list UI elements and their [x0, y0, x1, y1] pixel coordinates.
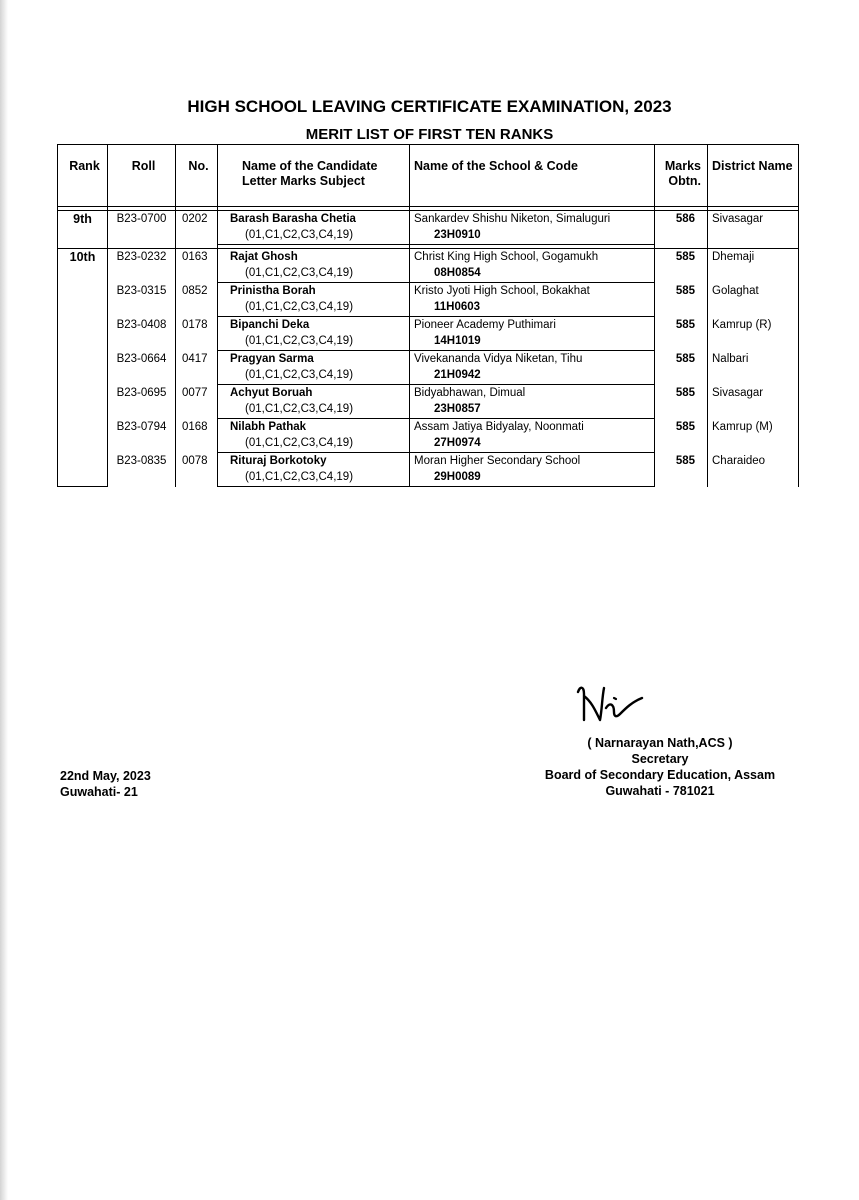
cell-no: 0417	[176, 351, 218, 385]
cell-district: Kamrup (R)	[708, 317, 799, 351]
cell-subjects: (01,C1,C2,C3,C4,19)	[218, 300, 410, 317]
table-row	[58, 419, 799, 437]
document-subtitle: MERIT LIST OF FIRST TEN RANKS	[305, 126, 554, 143]
cell-subjects: (01,C1,C2,C3,C4,19)	[218, 436, 410, 453]
merit-list-table	[57, 144, 799, 487]
issue-place: Guwahati- 21	[60, 785, 138, 799]
cell-candidate-name: Rajat Ghosh	[218, 249, 410, 267]
page-edge-shadow	[0, 0, 8, 1200]
header-marks-line1: Marks	[664, 159, 701, 173]
signatory-designation: Secretary	[631, 752, 689, 766]
header-marks-line2: Obtn.	[668, 174, 701, 188]
signature-image	[570, 680, 650, 730]
cell-no: 0078	[176, 453, 218, 487]
cell-subjects: (01,C1,C2,C3,C4,19)	[218, 402, 410, 419]
header-school: Name of the School & Code	[410, 145, 655, 207]
cell-candidate-name: Barash Barasha Chetia	[218, 211, 410, 229]
header-roll: Roll	[108, 145, 176, 207]
cell-school-code: 14H1019	[410, 334, 655, 351]
cell-school-code: 23H0857	[410, 402, 655, 419]
table-row	[58, 317, 799, 335]
cell-school-code: 08H0854	[410, 266, 655, 283]
cell-subjects: (01,C1,C2,C3,C4,19)	[218, 228, 410, 245]
cell-marks: 585	[655, 419, 708, 453]
cell-candidate-name: Rituraj Borkotoky	[218, 453, 410, 471]
table-row	[58, 385, 799, 403]
cell-marks: 585	[655, 317, 708, 351]
table-row	[58, 283, 799, 301]
cell-school-name: Vivekananda Vidya Niketan, Tihu	[410, 351, 655, 369]
cell-school-name: Sankardev Shishu Niketon, Simaluguri	[410, 211, 655, 229]
cell-rank: 9th	[58, 211, 108, 245]
cell-subjects: (01,C1,C2,C3,C4,19)	[218, 368, 410, 385]
table-row	[58, 453, 799, 471]
cell-district: Golaghat	[708, 283, 799, 317]
signatory-organization: Board of Secondary Education, Assam	[544, 768, 776, 782]
cell-no: 0168	[176, 419, 218, 453]
table-header-row	[58, 145, 799, 207]
cell-no: 0178	[176, 317, 218, 351]
cell-marks: 585	[655, 453, 708, 487]
cell-no: 0202	[176, 211, 218, 245]
table-row	[58, 351, 799, 369]
cell-school-code: 27H0974	[410, 436, 655, 453]
cell-marks: 586	[655, 211, 708, 245]
cell-candidate-name: Achyut Boruah	[218, 385, 410, 403]
cell-subjects: (01,C1,C2,C3,C4,19)	[218, 266, 410, 283]
cell-district: Nalbari	[708, 351, 799, 385]
signatory-name: ( Narnarayan Nath,ACS )	[587, 736, 733, 750]
cell-candidate-name: Pragyan Sarma	[218, 351, 410, 369]
cell-district: Kamrup (M)	[708, 419, 799, 453]
cell-roll: B23-0835	[108, 453, 176, 487]
cell-rank: 10th	[58, 249, 108, 487]
cell-school-code: 21H0942	[410, 368, 655, 385]
cell-marks: 585	[655, 249, 708, 283]
cell-district: Sivasagar	[708, 385, 799, 419]
cell-roll: B23-0794	[108, 419, 176, 453]
header-marks	[655, 145, 708, 207]
cell-school-name: Pioneer Academy Puthimari	[410, 317, 655, 335]
cell-school-code: 23H0910	[410, 228, 655, 245]
cell-district: Charaideo	[708, 453, 799, 487]
cell-marks: 585	[655, 385, 708, 419]
table-row	[58, 249, 799, 267]
cell-candidate-name: Bipanchi Deka	[218, 317, 410, 335]
cell-no: 0852	[176, 283, 218, 317]
cell-school-code: 29H0089	[410, 470, 655, 487]
issue-date: 22nd May, 2023	[60, 769, 151, 783]
cell-no: 0077	[176, 385, 218, 419]
cell-school-code: 11H0603	[410, 300, 655, 317]
cell-school-name: Kristo Jyoti High School, Bokakhat	[410, 283, 655, 301]
header-candidate-name-line2: Letter Marks Subject	[242, 174, 365, 188]
cell-roll: B23-0408	[108, 317, 176, 351]
cell-roll: B23-0664	[108, 351, 176, 385]
cell-candidate-name: Nilabh Pathak	[218, 419, 410, 437]
cell-school-name: Christ King High School, Gogamukh	[410, 249, 655, 267]
cell-candidate-name: Prinistha Borah	[218, 283, 410, 301]
table-row	[58, 211, 799, 229]
header-district: District Name	[708, 145, 799, 207]
cell-roll: B23-0315	[108, 283, 176, 317]
document-title: HIGH SCHOOL LEAVING CERTIFICATE EXAMINATION, 2023	[187, 97, 672, 116]
header-no: No.	[176, 145, 218, 207]
signatory-address: Guwahati - 781021	[605, 784, 715, 798]
header-candidate-name-line1: Name of the Candidate	[242, 159, 378, 173]
cell-subjects: (01,C1,C2,C3,C4,19)	[218, 334, 410, 351]
cell-no: 0163	[176, 249, 218, 283]
cell-marks: 585	[655, 283, 708, 317]
cell-roll: B23-0232	[108, 249, 176, 283]
cell-roll: B23-0695	[108, 385, 176, 419]
header-candidate-name	[218, 145, 410, 207]
cell-district: Dhemaji	[708, 249, 799, 283]
cell-school-name: Bidyabhawan, Dimual	[410, 385, 655, 403]
header-rank: Rank	[58, 145, 108, 207]
cell-marks: 585	[655, 351, 708, 385]
cell-subjects: (01,C1,C2,C3,C4,19)	[218, 470, 410, 487]
cell-school-name: Assam Jatiya Bidyalay, Noonmati	[410, 419, 655, 437]
cell-school-name: Moran Higher Secondary School	[410, 453, 655, 471]
signatory-block	[460, 735, 859, 799]
cell-district: Sivasagar	[708, 211, 799, 245]
cell-roll: B23-0700	[108, 211, 176, 245]
date-place-block	[60, 768, 151, 800]
